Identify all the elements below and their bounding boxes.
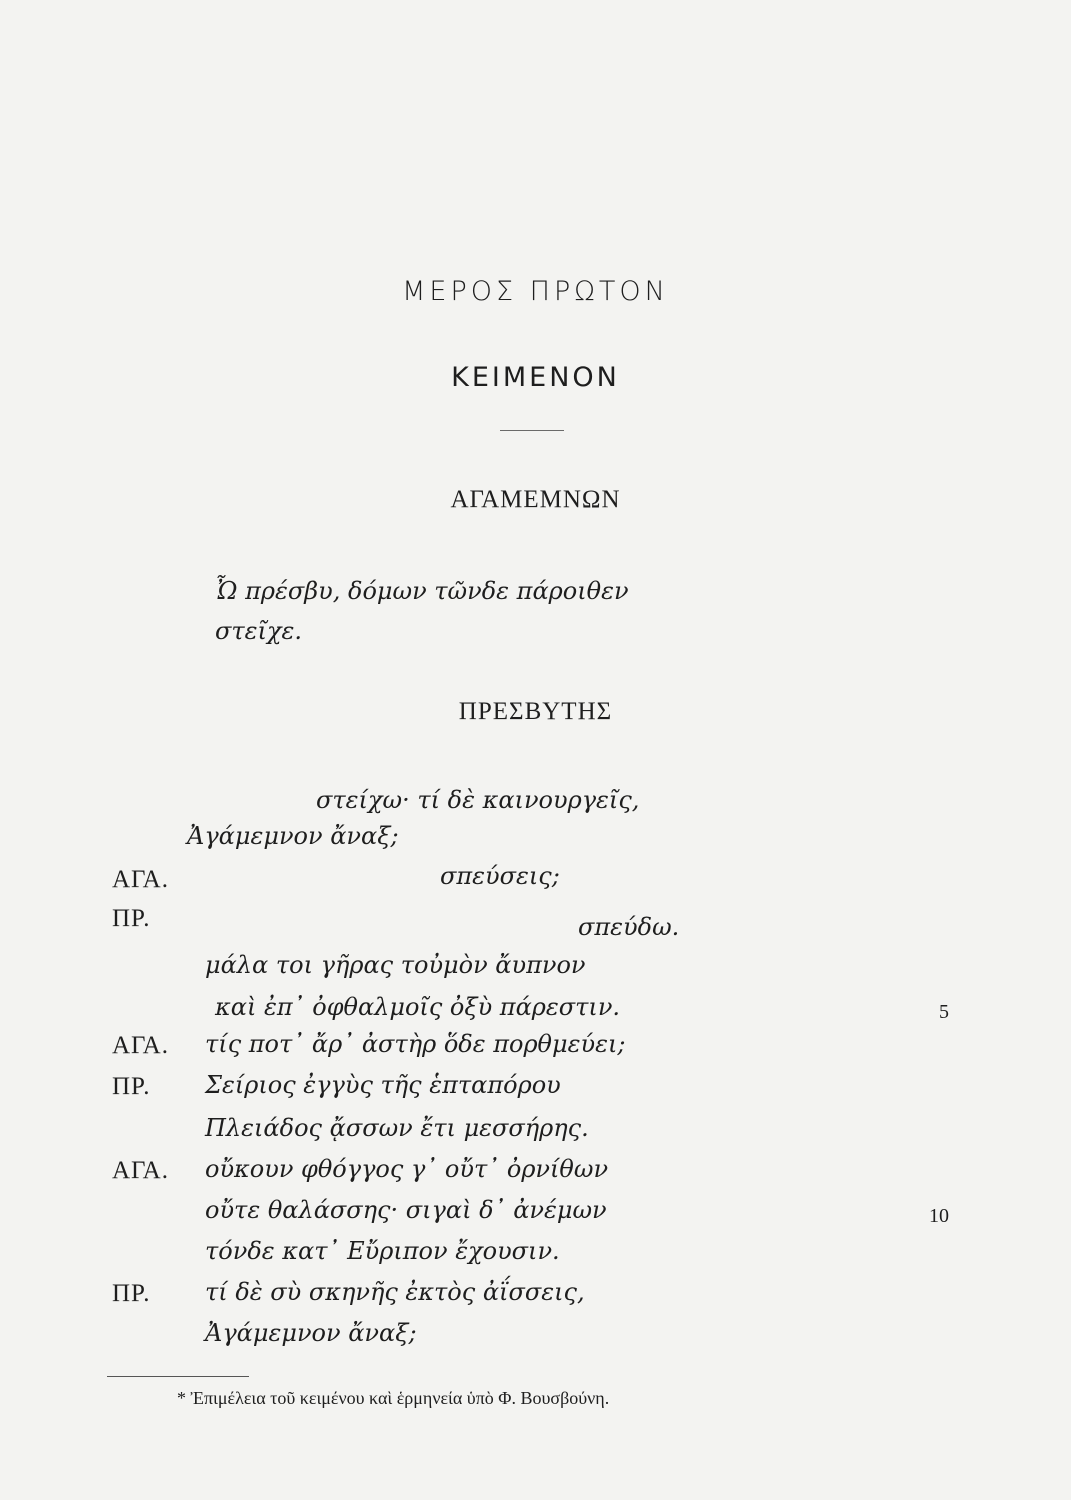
speaker-heading-presbytes: ΠΡΕΣΒΥΤΗΣ <box>458 698 613 725</box>
text-title: ΚΕΙΜΕΝΟΝ <box>451 362 620 393</box>
verse-line: Ὦ πρέσβυ, δόμων τῶνδε πάροιθεν <box>215 577 629 605</box>
verse-line: σπεύδω. <box>578 913 680 941</box>
verse-line: τίς ποτ᾽ ἄρ᾽ ἀστὴρ ὅδε πορθμεύει; <box>205 1030 626 1058</box>
verse-line: στείχω· τί δὲ καινουργεῖς, <box>316 786 640 814</box>
line-number: 5 <box>939 1001 949 1023</box>
line-number: 10 <box>929 1205 949 1227</box>
part-title: ΜΕΡΟΣ ΠΡΩΤΟΝ <box>402 276 669 307</box>
verse-line: μάλα τοι γῆρας τοὐμὸν ἄυπνον <box>205 951 586 979</box>
speaker-label: ΑΓΑ. <box>112 1157 169 1184</box>
verse-line: καὶ ἐπ᾽ ὀφθαλμοῖς ὀξὺ πάρεστιν. <box>215 993 621 1021</box>
speaker-label: ΠΡ. <box>112 905 151 932</box>
verse-line: Πλειάδος ᾄσσων ἔτι μεσσήρης. <box>205 1114 589 1142</box>
footnote-divider <box>107 1376 249 1377</box>
verse-line: Ἀγάμεμνον ἄναξ; <box>187 822 399 850</box>
verse-line: Ἀγάμεμνον ἄναξ; <box>205 1319 417 1347</box>
speaker-label: ΑΓΑ. <box>112 866 169 893</box>
footnote: * Ἐπιμέλεια τοῦ κειμένου καὶ ἑρμηνεία ὑπὸ Φ. Βουσβούνη. <box>177 1388 610 1408</box>
title-divider <box>500 430 564 431</box>
speaker-heading-agamemnon: ΑΓΑΜΕΜΝΩΝ <box>450 486 621 513</box>
verse-line: τόνδε κατ᾽ Εὔριπον ἔχουσιν. <box>205 1237 560 1265</box>
verse-line: στεῖχε. <box>215 617 302 645</box>
speaker-label: ΠΡ. <box>112 1280 151 1307</box>
verse-line: οὔτε θαλάσσης· σιγαὶ δ᾽ ἀνέμων <box>205 1196 607 1224</box>
verse-line: Σείριος ἐγγὺς τῆς ἑπταπόρου <box>205 1071 561 1099</box>
verse-line: τί δὲ σὺ σκηνῆς ἐκτὸς ἀΐσσεις, <box>205 1278 585 1306</box>
speaker-label: ΑΓΑ. <box>112 1032 169 1059</box>
verse-line: οὔκουν φθόγγος γ᾽ οὔτ᾽ ὀρνίθων <box>205 1155 609 1183</box>
speaker-label: ΠΡ. <box>112 1073 151 1100</box>
verse-line: σπεύσεις; <box>440 862 560 890</box>
